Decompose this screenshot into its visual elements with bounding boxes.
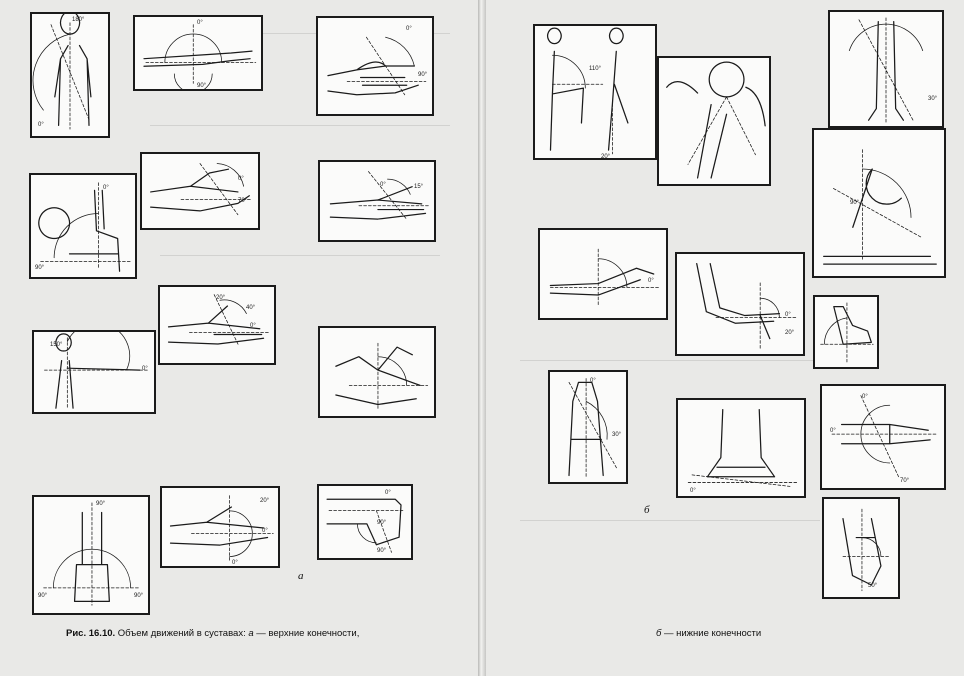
angle-label: 0° bbox=[262, 528, 268, 534]
figure-hip-rotation bbox=[812, 128, 946, 278]
figure-shoulder-flexion bbox=[30, 12, 110, 138]
figure-hip-abduction bbox=[828, 10, 944, 128]
angle-label: 90° bbox=[35, 265, 45, 271]
part-letter-upper: а bbox=[298, 570, 304, 582]
figure-finger-fist bbox=[317, 484, 413, 560]
figure-wrist-deviation bbox=[160, 486, 280, 568]
angle-label: 90° bbox=[377, 548, 387, 554]
figure-wrist-flexion bbox=[316, 16, 434, 116]
figure-caption-upper bbox=[66, 628, 359, 639]
figure-thumb-abduction bbox=[140, 152, 260, 230]
figure-foot-abduction bbox=[548, 370, 628, 484]
angle-label: 0° bbox=[142, 366, 148, 372]
angle-label: 30° bbox=[928, 96, 938, 102]
caption-part-letter: а bbox=[248, 628, 254, 639]
angle-label: 0° bbox=[385, 490, 391, 496]
figure-great-toe-extension bbox=[822, 497, 900, 599]
angle-label: 0° bbox=[38, 122, 44, 128]
angle-label: 90° bbox=[197, 83, 207, 89]
angle-label: 20° bbox=[216, 295, 226, 301]
figure-wrist-extension bbox=[158, 285, 276, 365]
angle-label: 180° bbox=[72, 17, 85, 23]
angle-label: 40° bbox=[246, 305, 256, 311]
angle-label: 90° bbox=[134, 593, 144, 599]
caption-prefix: Рис. 16.10. bbox=[66, 628, 116, 639]
figure-foot-front-view bbox=[676, 398, 806, 498]
book-gutter bbox=[478, 0, 486, 676]
figure-forearm-pronation bbox=[32, 495, 150, 615]
angle-label: 0° bbox=[197, 20, 203, 26]
caption-part-text: — верхние конечности, bbox=[256, 628, 360, 639]
figure-caption-lower bbox=[656, 628, 761, 639]
angle-label: 0° bbox=[690, 488, 696, 494]
angle-label: 90° bbox=[850, 200, 860, 206]
angle-label: 90° bbox=[38, 593, 48, 599]
figure-elbow-flexion bbox=[29, 173, 137, 279]
angle-label: 0° bbox=[785, 312, 791, 318]
angle-label: 0° bbox=[232, 560, 238, 566]
angle-label: 20° bbox=[785, 330, 795, 336]
angle-label: 70° bbox=[238, 198, 248, 204]
angle-label: 0° bbox=[250, 323, 256, 329]
angle-label: 0° bbox=[103, 185, 109, 191]
figure-shoulder-abduction bbox=[32, 330, 156, 414]
caption-part-letter: б bbox=[656, 628, 662, 639]
bleed-through-line bbox=[520, 520, 820, 521]
angle-label: 0° bbox=[380, 182, 386, 188]
figure-thumb-opposition bbox=[318, 326, 436, 418]
angle-label: 110° bbox=[589, 66, 601, 72]
angle-label: 0° bbox=[238, 176, 244, 182]
angle-label: 0° bbox=[862, 394, 868, 400]
part-letter-lower: б bbox=[644, 504, 650, 516]
angle-label: 90° bbox=[418, 72, 428, 78]
figure-knee-flexion bbox=[538, 228, 668, 320]
angle-label: 0° bbox=[648, 278, 654, 284]
bleed-through-line bbox=[520, 360, 820, 361]
figure-foot-inversion bbox=[813, 295, 879, 369]
angle-label: 30° bbox=[612, 432, 622, 438]
angle-label: 150° bbox=[50, 342, 63, 348]
angle-label: 20° bbox=[601, 154, 611, 160]
figure-ankle-dorsiflexion bbox=[675, 252, 805, 356]
angle-label: 0° bbox=[830, 428, 836, 434]
angle-label: 90° bbox=[96, 501, 106, 507]
angle-label: 0° bbox=[406, 26, 412, 32]
angle-label: 15° bbox=[414, 184, 424, 190]
angle-label: 70° bbox=[900, 478, 910, 484]
angle-label: 90° bbox=[377, 520, 387, 526]
angle-label: 50° bbox=[868, 583, 878, 589]
caption-text: Объем движений в суставах: bbox=[117, 628, 246, 639]
angle-label: 0° bbox=[590, 378, 596, 384]
figure-forearm-rotation bbox=[133, 15, 263, 91]
bleed-through-line bbox=[160, 255, 440, 256]
bleed-through-line bbox=[150, 125, 450, 126]
figure-toe-flexion bbox=[820, 384, 946, 490]
angle-label: 20° bbox=[260, 498, 270, 504]
figure-hip-flexion bbox=[533, 24, 657, 160]
figure-finger-flexion bbox=[318, 160, 436, 242]
figure-hip-joint-anatomy bbox=[657, 56, 771, 186]
caption-part-text: — нижние конечности bbox=[663, 628, 762, 639]
